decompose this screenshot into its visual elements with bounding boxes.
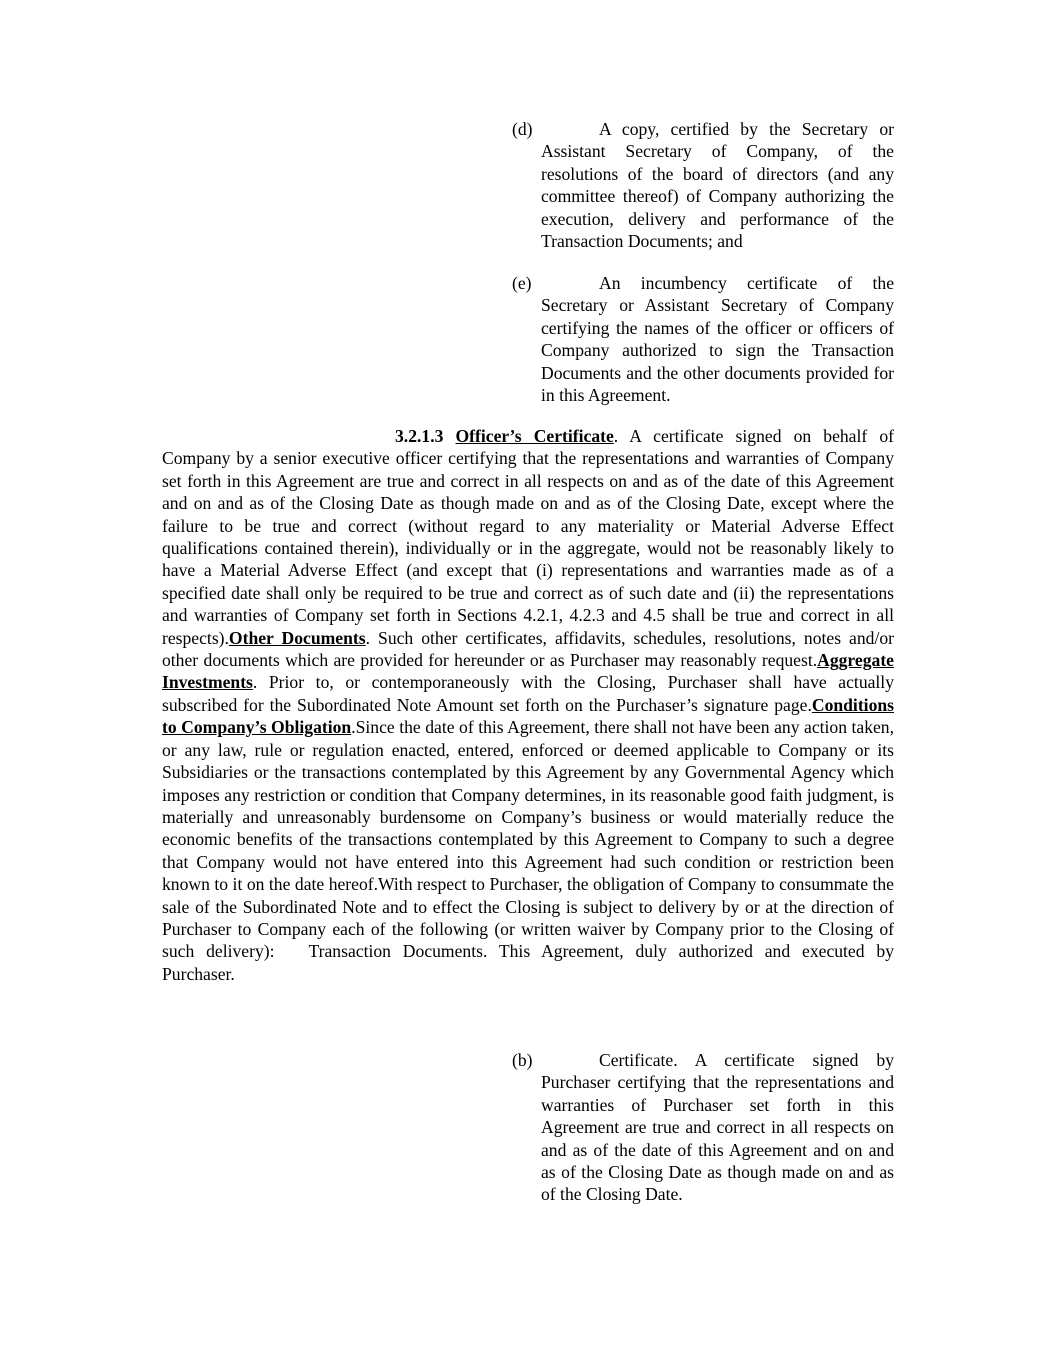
clause-d-label: (d) <box>512 119 533 139</box>
section-number: 3.2.1.3 <box>395 426 444 446</box>
clause-d-text: A copy, certified by the Secretary or Assistant Secretary of Company, of the resolutions of the board of directors (and any committee thereof) of Company authorizing the execution, delivery and performance of the Transaction Documents; and <box>541 119 894 252</box>
clause-e <box>512 272 894 406</box>
conditions-heading: Conditions to Company’s Obligation <box>162 694 894 738</box>
aggregate-investments-heading: Aggregate Investments <box>162 650 894 693</box>
section-text-3: . Prior to, or contemporaneously with the Closing, Purchaser shall have actually subscribed for the Subordinated Note Amount set forth on the Purchaser’s signature page. <box>162 672 894 715</box>
clause-b-text: Certificate. A certificate signed by Purchaser certifying that the representations and warranties of Purchaser set forth in this Agreement are true and correct in all respects on and as of the date of this Agreement and on and as of the Closing Date as though made on and as of the Closing Date. <box>541 1050 894 1205</box>
clause-e-text: An incumbency certificate of the Secretary or Assistant Secretary of Company certifying the names of the officer or officers of Company authorized to sign the Transaction Documents and the other documents provided for in this Agreement. <box>541 273 894 406</box>
section-text-5: Transaction Documents. This Agreement, duly authorized and executed by Purchaser. <box>162 941 894 984</box>
section-3-2-1-3 <box>162 425 894 985</box>
section-text-1: . A certificate signed on behalf of Company by a senior executive officer certifying that the representations and warranties of Company set forth in this Agreement are true and correct in all respects on and as of the date of this Agreement and on and as of the Closing Date as though made on and as of the Closing Date, except where the failure to be true and correct (without regard to any materiality or Material Adverse Effect qualifications contained therein), individually or in the aggregate, would not be reasonably likely to have a Material Adverse Effect (and except that (i) representations and warranties made as of a specified date shall only be required to be true and correct as of such date and (ii) the representations and warranties of Company set forth in Sections 4.2.1, 4.2.3 and 4.5 shall be true and correct in all respects). <box>162 426 894 648</box>
clause-d <box>512 118 894 252</box>
clause-b <box>512 1049 894 1206</box>
other-documents-heading: Other Documents <box>228 627 366 648</box>
section-text-4: .Since the date of this Agreement, there shall not have been any action taken, or any law, rule or regulation enacted, entered, enforced or deemed applicable to Company or its Subsidiaries or the transactions contemplated by this Agreement by any Governmental Agency which imposes any restriction or condition that Company determines, in its reasonable good faith judgment, is materially and unreasonably burdensome on Company’s business or would materially reduce the economic benefits of the transactions contemplated by this Agreement to Company to such a degree that Company would not have entered into this Agreement had such condition or restriction been known to it on the date hereof.With respect to Purchaser, the obligation of Company to consummate the sale of the Subordinated Note and to effect the Closing is subject to delivery by or at the direction of Purchaser to Company each of the following (or written waiver by Company prior to the Closing of such delivery): <box>162 717 895 962</box>
clause-b-label: (b) <box>512 1050 533 1070</box>
section-text-2: . Such other certificates, affidavits, schedules, resolutions, notes and/or other documents which are provided for hereunder or as Purchaser may reasonably request. <box>162 627 894 671</box>
clause-e-label: (e) <box>512 273 532 293</box>
section-heading: Officer’s Certificate <box>455 426 614 446</box>
